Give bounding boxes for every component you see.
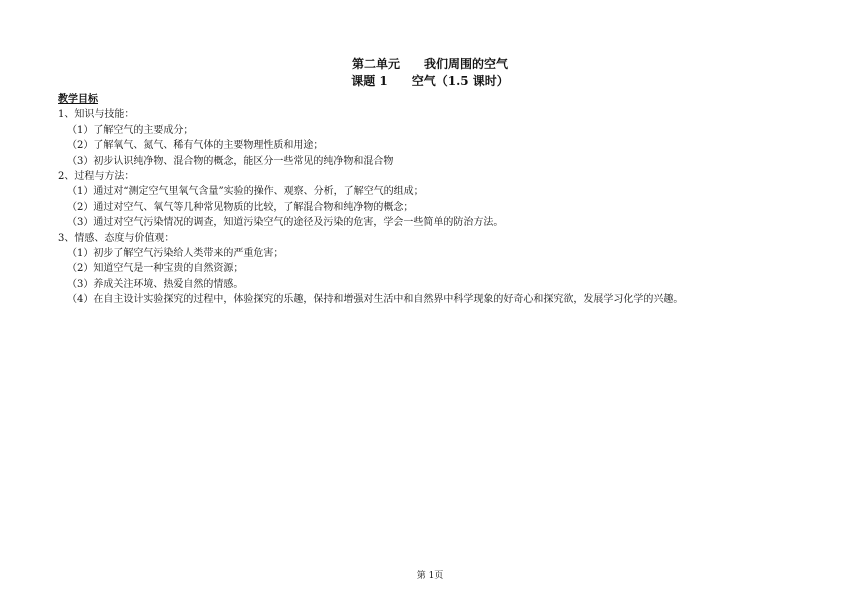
objective-item: （2）知道空气是一种宝贵的自然资源； — [67, 263, 244, 275]
lesson-title: 课题 1 空气（1.5 课时） — [351, 74, 509, 88]
objectives-heading: 教学目标 — [58, 94, 98, 105]
unit-title: 第二单元 我们周围的空气 — [351, 57, 508, 71]
teaching-objectives — [58, 92, 848, 308]
objective-item: （1）通过对“测定空气里氧气含量”实验的操作、观察、分析，了解空气的组成； — [67, 186, 424, 198]
objective-item: （3）通过对空气污染情况的调查，知道污染空气的途径及污染的危害，学会一些简单的防治方法。 — [67, 217, 504, 229]
page-number: 第 1页 — [416, 571, 444, 581]
section-title-knowledge: 1、知识与技能： — [58, 109, 135, 121]
objective-item: （3）养成关注环境、热爱自然的情感。 — [67, 278, 244, 290]
objective-item: （2）通过对空气、氧气等几种常见物质的比较，了解混合物和纯净物的概念； — [67, 201, 414, 213]
objective-item: （4）在自主设计实验探究的过程中，体验探究的乐趣，保持和增强对生活中和自然界中科学现象的好奇心和探究欲，发展学习化学的兴趣。 — [67, 294, 684, 306]
objective-item: （1）了解空气的主要成分； — [67, 124, 194, 136]
section-title-process: 2、过程与方法： — [58, 171, 135, 183]
section-title-attitude: 3、情感、态度与价值观： — [58, 232, 175, 244]
objective-item: （1）初步了解空气污染给人类带来的严重危害； — [67, 248, 284, 260]
objective-item: （2）了解氧气、氮气、稀有气体的主要物理性质和用途； — [67, 140, 324, 152]
objective-item: （3）初步认识纯净物、混合物的概念，能区分一些常见的纯净物和混合物 — [67, 155, 394, 167]
